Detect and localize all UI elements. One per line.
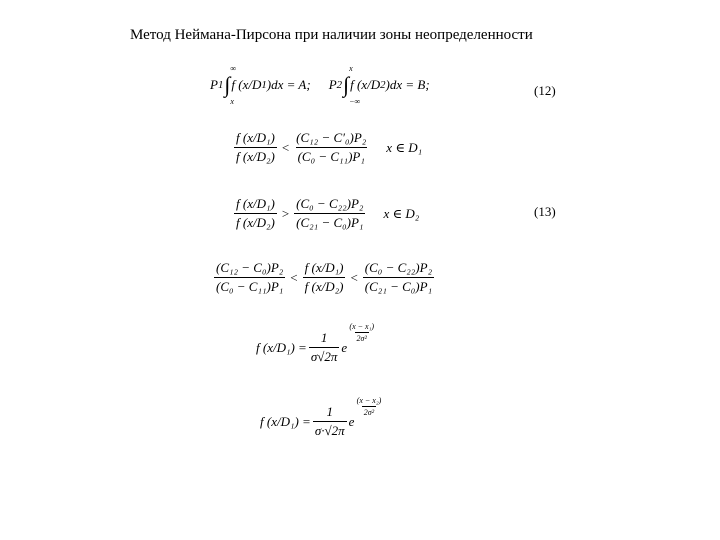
gaussian-2-exponent-numerator: (x − x₂) bbox=[356, 395, 382, 405]
ratio-1-numerator: f (x/D₁) bbox=[236, 130, 275, 145]
integral-2-lower-limit: −∞ bbox=[349, 97, 361, 106]
integral-1-upper-limit: ∞ bbox=[230, 64, 237, 73]
likelihood-ratio-3 bbox=[303, 260, 346, 295]
p1-subscript: 1 bbox=[217, 79, 224, 91]
gaussian-2-exponential bbox=[348, 395, 382, 430]
gaussian-1-exponent bbox=[347, 322, 376, 343]
integrand-2: f (x/D bbox=[350, 77, 381, 92]
gaussian-1-lhs: f (x/D₁) = bbox=[256, 339, 307, 355]
integral-1-rhs: )dx = A; bbox=[266, 77, 311, 92]
upper-threshold bbox=[363, 260, 434, 295]
gaussian-2-lhs: f (x/D₁) = bbox=[260, 413, 311, 429]
gaussian-1-exponential bbox=[341, 321, 375, 356]
threshold-2-numerator: (C₀ − C₂₂)P₂ bbox=[296, 196, 364, 211]
p1-symbol: P bbox=[210, 77, 218, 92]
threshold-2-denominator: (C₂₁ − C₀)P₁ bbox=[296, 215, 364, 230]
greater-than-sign: > bbox=[281, 205, 290, 221]
ratio-3-numerator: f (x/D₁) bbox=[304, 260, 344, 275]
gaussian-1-exponent-numerator: (x − x₁) bbox=[349, 321, 375, 331]
gaussian-density-1 bbox=[256, 321, 375, 365]
integrand-2-subscript: 2 bbox=[380, 79, 386, 91]
inequality-2 bbox=[232, 196, 419, 231]
lower-threshold bbox=[214, 260, 285, 295]
integral-conditions bbox=[210, 64, 430, 106]
less-than-sign-1: < bbox=[290, 269, 298, 285]
threshold-1 bbox=[294, 130, 368, 165]
gaussian-1-coef-denominator: σ√2π bbox=[310, 349, 338, 364]
uncertainty-zone-inequality bbox=[212, 260, 436, 295]
ratio-2-numerator: f (x/D₁) bbox=[236, 196, 275, 211]
likelihood-ratio-1 bbox=[234, 130, 277, 165]
decision-condition-2: x ∈ D₂ bbox=[383, 205, 420, 221]
integrand-1-subscript: 1 bbox=[261, 79, 267, 91]
less-than-sign-2: < bbox=[350, 269, 358, 285]
upper-threshold-numerator: (C₀ − C₂₂)P₂ bbox=[364, 260, 433, 275]
equation-number-12: (12) bbox=[534, 83, 556, 98]
integral-sign-1: ∫ ∞ x bbox=[224, 64, 237, 106]
integral-1-lower-limit: x bbox=[230, 97, 234, 106]
page-title: Метод Неймана-Пирсона при наличии зоны неопределенности bbox=[130, 27, 533, 43]
lower-threshold-denominator: (C₀ − C₁₁)P₁ bbox=[216, 279, 284, 294]
equation-number-13: (13) bbox=[534, 204, 556, 219]
gaussian-1-exponent-denominator: 2σ² bbox=[356, 333, 367, 343]
decision-condition-1: x ∈ D₁ bbox=[386, 139, 423, 155]
inequality-1 bbox=[232, 130, 422, 165]
integral-sign-2: ∫ x −∞ bbox=[343, 64, 361, 106]
likelihood-ratio-2 bbox=[234, 196, 277, 231]
gaussian-1-coef-numerator: 1 bbox=[320, 330, 328, 345]
integral-2-upper-limit: x bbox=[349, 64, 353, 73]
gaussian-2-exponent-denominator: 2σ² bbox=[363, 407, 375, 417]
gaussian-2-base: e bbox=[348, 413, 355, 429]
gaussian-density-2 bbox=[260, 395, 382, 439]
gaussian-1-coefficient bbox=[309, 330, 340, 365]
integrand-1: f (x/D bbox=[231, 77, 262, 92]
upper-threshold-denominator: (C₂₁ − C₀)P₁ bbox=[364, 279, 433, 294]
p2-subscript: 2 bbox=[336, 79, 343, 91]
less-than-sign: < bbox=[281, 139, 290, 155]
integral-2-rhs: )dx = B; bbox=[385, 77, 430, 92]
ratio-1-denominator: f (x/D₂) bbox=[236, 149, 275, 164]
lower-threshold-numerator: (C₁₂ − C₀)P₂ bbox=[216, 260, 284, 275]
threshold-1-numerator: (C₁₂ − C′₀)P₂ bbox=[296, 130, 367, 145]
gaussian-1-base: e bbox=[341, 339, 348, 355]
gaussian-2-coef-numerator: 1 bbox=[326, 404, 333, 419]
gaussian-2-coef-denominator: σ·√2π bbox=[314, 423, 345, 438]
threshold-1-denominator: (C₀ − C₁₁)P₁ bbox=[297, 149, 365, 164]
threshold-2 bbox=[294, 196, 365, 231]
ratio-3-denominator: f (x/D₂) bbox=[304, 279, 344, 294]
p2-symbol: P bbox=[328, 77, 337, 92]
gaussian-2-coefficient bbox=[313, 404, 347, 439]
ratio-2-denominator: f (x/D₂) bbox=[236, 215, 275, 230]
gaussian-2-exponent bbox=[355, 396, 384, 417]
